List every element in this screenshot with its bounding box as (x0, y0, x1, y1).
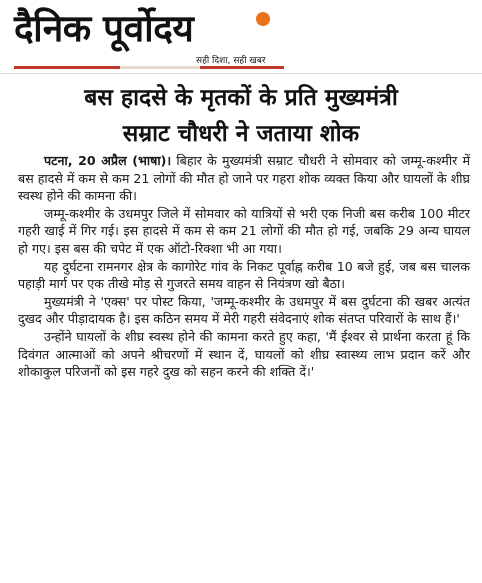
masthead-divider (0, 73, 482, 74)
headline-line-2: सम्राट चौधरी ने जताया शोक (122, 121, 360, 147)
dateline: पटना, 20 अप्रैल (भाषा)। (44, 153, 172, 168)
paragraph-5: उन्होंने घायलों के शीघ्र स्वस्थ होने की कामना करते हुए कहा, 'मैं ईश्वर से प्रार्थना करता हूं कि दिवंगत आत्माओं को अपने श्रीचरणों में स्थान दें, घायलों को शीघ्र स्वास्थ्य लाभ प्रदान करें और शोकाकुल परिजनों को इस गहरे दुख को सहन करने की शक्ति दें।' (18, 328, 470, 380)
article-body (18, 152, 470, 381)
tagline: सही दिशा, सही खबर (196, 56, 266, 66)
logo-underline-highlight (120, 66, 200, 69)
newspaper-logo: दैनिक पूर्वोदय (14, 7, 194, 50)
article-headline (10, 80, 472, 152)
masthead (0, 0, 482, 74)
logo-sun-icon (256, 12, 270, 26)
paragraph-4: मुख्यमंत्री ने 'एक्स' पर पोस्ट किया, 'जम्मू-कश्मीर के उधमपुर में बस दुर्घटना की खबर अत्यंत दुखद और पीड़ादायक है। इस कठिन समय में मेरी गहरी संवेदनाएं शोक संतप्त परिवारों के साथ हैं।' (18, 293, 470, 327)
paragraph-2: जम्मू-कश्मीर के उधमपुर जिले में सोमवार को यात्रियों से भरी एक निजी बस करीब 100 मीटर गहरी खाई में गिर गई। इस हादसे में कम से कम 21 लोगों की मौत हो गई, जबकि 29 अन्य घायल हो गए। इस बस की चपेट में एक ऑटो-रिक्शा भी आ गया। (18, 205, 470, 256)
paragraph-1-text: बिहार के मुख्यमंत्री सम्राट चौधरी ने सोमवार को जम्मू-कश्मीर में बस हादसे में कम से कम 21 लोगों की मौत हो जाने पर गहरा शोक व्यक्त किया और घायलों के शीघ्र स्वस्थ होने की कामना की। (18, 153, 470, 204)
paragraph-3: यह दुर्घटना रामनगर क्षेत्र के कागोरेट गांव के निकट पूर्वाह्न करीब 10 बजे हुई, जब बस चालक पहाड़ी मार्ग पर एक तीखे मोड़ से गुजरते समय वाहन से नियंत्रण खो बैठा। (18, 258, 470, 292)
headline-line-1: बस हादसे के मृतकों के प्रति मुख्यमंत्री (84, 85, 398, 111)
paragraph-1 (18, 152, 470, 205)
